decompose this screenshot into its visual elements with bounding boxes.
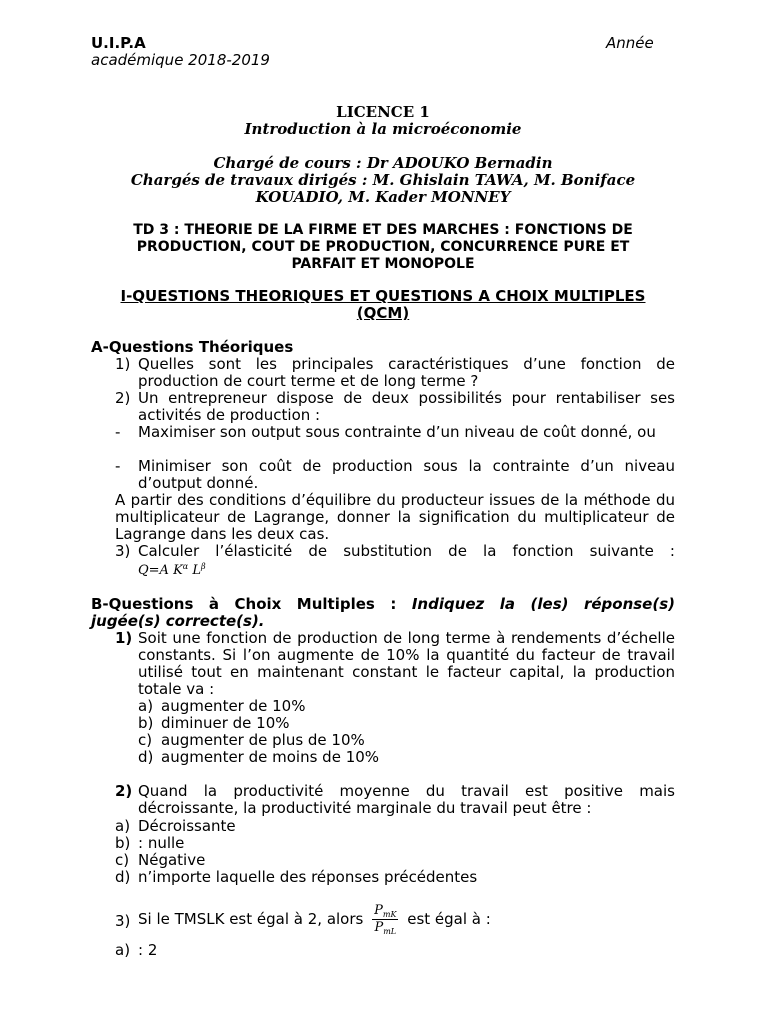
- question-text: Quelles sont les principales caractéristiques d’une fonction de production de court terme et de long terme ?: [138, 355, 675, 390]
- option-item: [115, 732, 675, 749]
- question-text: Soit une fonction de production de long terme à rendements d’échelle constants. Si l’on augmente de 10% la quantité du facteur de travail utilisé tout en maintenant constant le facteur capital, la production totale va :: [138, 629, 675, 698]
- question-b3-options: [115, 942, 675, 959]
- part-b-instruction-1: Indiquez la (les) réponse(s): [411, 595, 675, 613]
- option-letter: c): [115, 851, 130, 869]
- option-item: [115, 715, 675, 732]
- question-a2-follow: A partir des conditions d’équilibre du producteur issues de la méthode du multiplicateur de Lagrange, donner la signification du multiplicateur de Lagrange dans les deux cas.: [115, 491, 675, 543]
- question-number: 1): [115, 355, 131, 373]
- option-item: [115, 835, 675, 852]
- lecturer-name: Dr ADOUKO Bernadin: [366, 154, 553, 172]
- option-text: : 2: [138, 941, 158, 959]
- tutors-names-1: M. Ghislain TAWA, M. Boniface: [372, 171, 636, 189]
- tutors-label: Chargés de travaux dirigés :: [130, 171, 373, 189]
- year-label: Année: [606, 34, 654, 52]
- td-title: [91, 222, 675, 273]
- part-b-label: B-Questions à Choix Multiples :: [91, 595, 412, 613]
- option-text: Décroissante: [138, 817, 236, 835]
- question-text: Calculer l’élasticité de substitution de la fonction suivante :: [138, 542, 675, 560]
- institution: U.I.P.A: [91, 34, 146, 52]
- td-title-line-2: PRODUCTION, COUT DE PRODUCTION, CONCURRENCE PURE ET: [136, 239, 630, 255]
- option-text: : nulle: [138, 834, 185, 852]
- option-letter: a): [115, 941, 131, 959]
- option-letter: b): [115, 834, 131, 852]
- title-block: [91, 104, 675, 206]
- question-number: 1): [115, 629, 133, 647]
- question-a3: [115, 543, 675, 583]
- option-letter: a): [138, 697, 154, 715]
- section-heading-line-1: I-QUESTIONS THEORIQUES ET QUESTIONS A CHOIX MULTIPLES: [120, 287, 646, 305]
- part-a-heading: A-Questions Théoriques: [91, 338, 294, 356]
- question-b1: [115, 630, 675, 698]
- option-item: [115, 749, 675, 766]
- question-number: 3): [115, 542, 131, 560]
- part-b-heading: [91, 596, 675, 630]
- tutors-line: [91, 172, 675, 189]
- option-text: Négative: [138, 851, 206, 869]
- option-letter: d): [138, 748, 154, 766]
- option-text: augmenter de moins de 10%: [161, 748, 380, 766]
- option-item: [115, 942, 675, 959]
- option-item: [115, 818, 675, 835]
- option-text: diminuer de 10%: [161, 714, 290, 732]
- dash-marker: -: [115, 457, 121, 475]
- question-b2: [115, 783, 675, 817]
- option-letter: c): [138, 731, 153, 749]
- option-letter: b): [138, 714, 154, 732]
- question-b2-options: [115, 818, 675, 886]
- option-letter: d): [115, 868, 131, 886]
- year-value: académique 2018-2019: [91, 51, 270, 69]
- option-text: augmenter de 10%: [161, 697, 306, 715]
- formula: Q=A $K^\alpha$ $L^\beta$: [138, 562, 206, 578]
- option-item: [115, 852, 675, 869]
- option-text: n’importe laquelle des réponses précédentes: [138, 868, 478, 886]
- option-letter: a): [115, 817, 131, 835]
- td-title-line-1: TD 3 : THEORIE DE LA FIRME ET DES MARCHES : FONCTIONS DE: [133, 222, 633, 238]
- option-item: [115, 698, 675, 715]
- dash-marker: -: [115, 423, 121, 441]
- question-number: 3): [115, 912, 131, 930]
- section-heading-line-2: (QCM): [356, 304, 410, 322]
- lecturer-label: Chargé de cours :: [213, 154, 367, 172]
- question-text: Si le TMSLK est égal à 2, alors $\frac{P_{mK}}{P_{mL}}$ est égal à :: [138, 903, 491, 936]
- question-number: 2): [115, 389, 131, 407]
- question-b1-options: [115, 698, 675, 766]
- question-a1: [115, 356, 675, 390]
- fraction: $\frac{P_{mK}}{P_{mL}}$: [374, 903, 397, 936]
- question-number: 2): [115, 782, 133, 800]
- question-a2: [115, 390, 675, 424]
- option-item: [115, 869, 675, 886]
- question-text: Un entrepreneur dispose de deux possibilités pour rentabiliser ses activités de production :: [138, 389, 675, 424]
- option-text: Maximiser son output sous contrainte d’un niveau de coût donné, ou: [138, 423, 656, 441]
- section-heading: [91, 288, 675, 322]
- option-text: augmenter de plus de 10%: [161, 731, 365, 749]
- lecturer-line: [91, 155, 675, 172]
- option-dash-2: [115, 458, 675, 492]
- question-text: Quand la productivité moyenne du travail est positive mais décroissante, la productivité marginale du travail peut être :: [138, 782, 675, 817]
- tutors-names-2: KOUADIO, M. Kader MONNEY: [255, 188, 511, 206]
- option-text: Minimiser son coût de production sous la contrainte d’un niveau d’output donné.: [138, 457, 675, 492]
- course-title: Introduction à la microéconomie: [244, 120, 522, 138]
- td-title-line-3: PARFAIT ET MONOPOLE: [291, 256, 475, 272]
- part-b-instruction-2: jugée(s) correcte(s).: [91, 612, 265, 630]
- level-title: LICENCE 1: [336, 103, 430, 121]
- option-dash-1: [115, 424, 675, 458]
